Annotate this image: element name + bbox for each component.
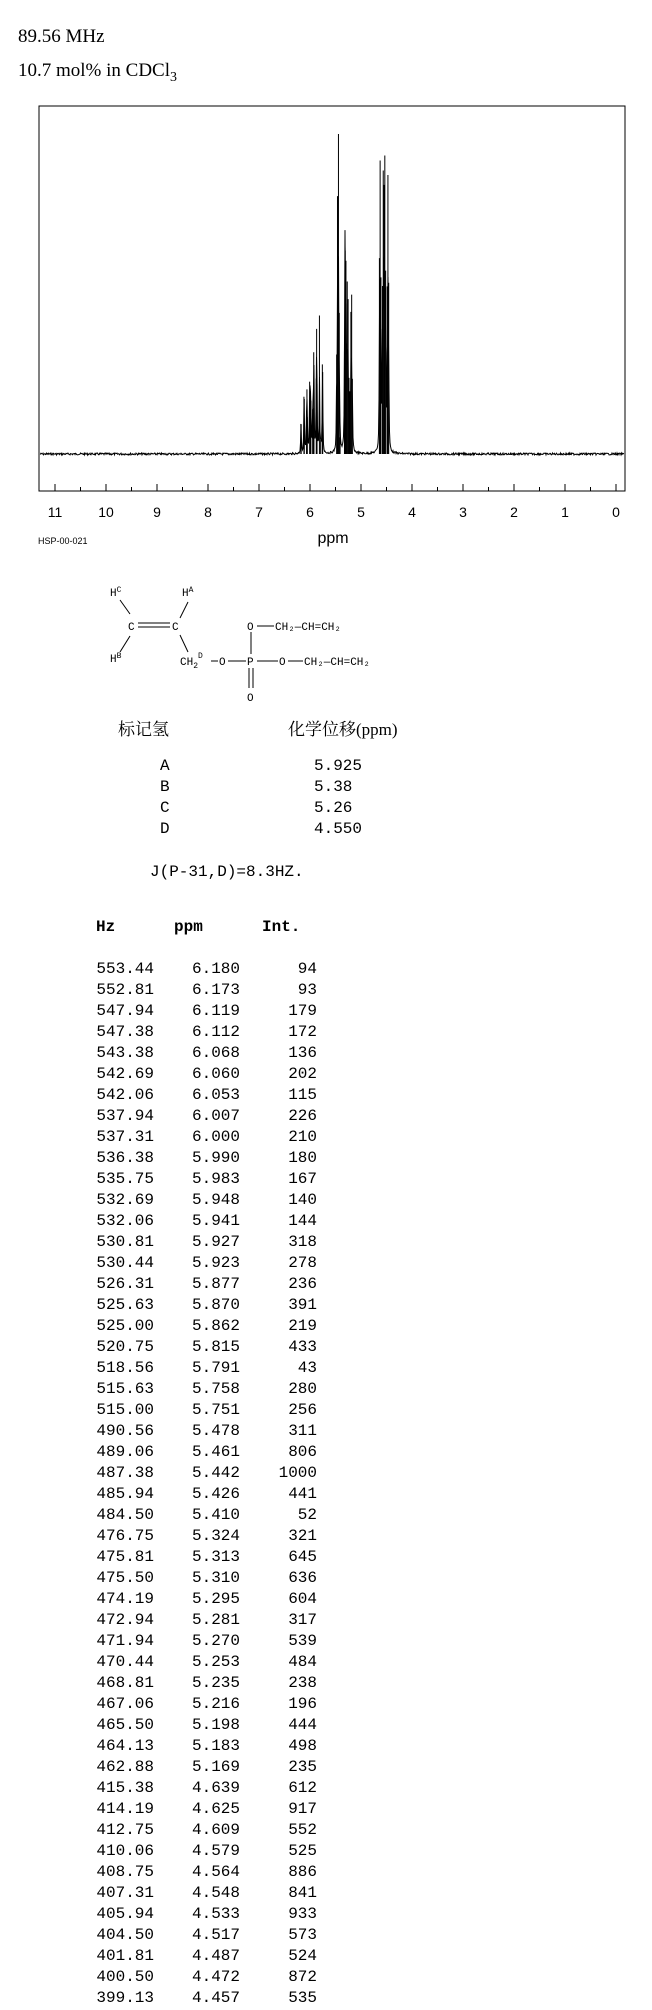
peak-ppm-cell: 6.000 — [191, 1128, 240, 1146]
peak-hz-cell: 537.31 — [96, 1128, 154, 1146]
peak-table-row — [0, 1884, 340, 1905]
peak-ppm-cell: 6.068 — [191, 1044, 240, 1062]
peak-ppm-cell: 4.639 — [191, 1779, 240, 1797]
peak-hz-cell: 410.06 — [96, 1842, 154, 1860]
peak-hz-cell: 547.94 — [96, 1002, 154, 1020]
spectrometer-frequency: 89.56 MHz — [18, 26, 105, 47]
peak-hz-cell: 471.94 — [96, 1632, 154, 1650]
peak-ppm-cell: 6.053 — [191, 1086, 240, 1104]
peak-table-row — [0, 1107, 340, 1128]
phosphorus-atom: P — [247, 657, 254, 669]
peak-ppm-cell: 5.461 — [191, 1443, 240, 1461]
oxygen-top: O — [247, 622, 254, 634]
x-axis-label: ppm — [317, 530, 349, 547]
peak-hz-cell: 530.81 — [96, 1233, 154, 1251]
peak-table-row — [0, 1254, 340, 1275]
peak-intensity-cell: 136 — [288, 1044, 317, 1062]
peak-hz-cell: 415.38 — [96, 1779, 154, 1797]
peak-intensity-cell: 226 — [288, 1107, 317, 1125]
peak-hz-cell: 553.44 — [96, 960, 154, 978]
peak-table-row — [0, 1506, 340, 1527]
peak-table-row — [0, 1989, 340, 2010]
peak-table-row — [0, 1737, 340, 1758]
peak-ppm-cell: 5.216 — [191, 1695, 240, 1713]
peak-ppm-cell: 5.183 — [191, 1737, 240, 1755]
peak-table-row — [0, 1023, 340, 1044]
peak-ppm-cell: 5.751 — [191, 1401, 240, 1419]
column-header-int: Int. — [262, 918, 301, 936]
x-tick-label: 7 — [255, 504, 263, 520]
peak-intensity-cell: 94 — [297, 960, 317, 978]
coupling-constant: J(P-31,D)=8.3HZ. — [150, 863, 304, 881]
spectrum-trace — [40, 230, 624, 455]
peak-hz-cell: 520.75 — [96, 1338, 154, 1356]
column-header-hz: Hz — [96, 918, 116, 936]
peak-intensity-cell: 539 — [288, 1632, 317, 1650]
peak-intensity-cell: 604 — [288, 1590, 317, 1608]
peak-intensity-cell: 917 — [288, 1800, 317, 1818]
peak-hz-cell: 515.00 — [96, 1401, 154, 1419]
peak-hz-cell: 489.06 — [96, 1443, 154, 1461]
x-tick-label: 6 — [306, 504, 314, 520]
peak-lines — [301, 134, 389, 454]
peak-intensity-cell: 886 — [288, 1863, 317, 1881]
peak-ppm-cell: 5.270 — [191, 1632, 240, 1650]
peak-ppm-cell: 4.517 — [191, 1926, 240, 1944]
carbon-2: C — [172, 622, 179, 634]
peak-table-row — [0, 1128, 340, 1149]
peak-intensity-cell: 180 — [288, 1149, 317, 1167]
peak-hz-cell: 525.63 — [96, 1296, 154, 1314]
peak-ppm-cell: 5.235 — [191, 1674, 240, 1692]
peak-ppm-cell: 4.472 — [191, 1968, 240, 1986]
peak-ppm-cell: 5.198 — [191, 1716, 240, 1734]
peak-ppm-cell: 5.927 — [191, 1233, 240, 1251]
peak-intensity-cell: 535 — [288, 1989, 317, 2007]
peak-hz-cell: 525.00 — [96, 1317, 154, 1335]
x-tick-label: 4 — [408, 504, 416, 520]
peak-hz-cell: 408.75 — [96, 1863, 154, 1881]
peak-table-row — [0, 1380, 340, 1401]
peak-ppm-cell: 5.313 — [191, 1548, 240, 1566]
ha-atom: $H^A$ — [182, 586, 194, 600]
peak-intensity-cell: 235 — [288, 1758, 317, 1776]
peak-table-row — [0, 1212, 340, 1233]
x-tick-label: 9 — [153, 504, 161, 520]
peak-ppm-cell: 5.815 — [191, 1338, 240, 1356]
peak-intensity-cell: 433 — [288, 1338, 317, 1356]
oxygen-link: O — [219, 657, 226, 669]
peak-ppm-cell: 5.983 — [191, 1170, 240, 1188]
peak-hz-cell: 475.81 — [96, 1548, 154, 1566]
peak-intensity-cell: 441 — [288, 1485, 317, 1503]
bond — [180, 602, 188, 618]
peak-ppm-cell: 5.478 — [191, 1422, 240, 1440]
peak-hz-cell: 474.19 — [96, 1590, 154, 1608]
peak-intensity-cell: 872 — [288, 1968, 317, 1986]
peak-intensity-cell: 645 — [288, 1548, 317, 1566]
peak-table-row — [0, 1338, 340, 1359]
peak-ppm-cell: 5.324 — [191, 1527, 240, 1545]
peak-intensity-cell: 525 — [288, 1842, 317, 1860]
peak-table-row — [0, 1065, 340, 1086]
peak-table-row — [0, 1002, 340, 1023]
peak-ppm-cell: 4.609 — [191, 1821, 240, 1839]
peak-hz-cell: 465.50 — [96, 1716, 154, 1734]
peak-hz-cell: 532.06 — [96, 1212, 154, 1230]
x-tick-label: 2 — [510, 504, 518, 520]
peak-intensity-cell: 140 — [288, 1191, 317, 1209]
sample-conditions-text: 10.7 mol% in CDCl — [18, 60, 171, 81]
peak-hz-cell: 399.13 — [96, 1989, 154, 2007]
oxygen-bottom: O — [247, 693, 254, 705]
peak-table-row — [0, 1359, 340, 1380]
peak-table-row — [0, 1086, 340, 1107]
peak-intensity-cell: 115 — [288, 1086, 317, 1104]
peak-ppm-cell: 4.548 — [191, 1884, 240, 1902]
column-header-ppm: ppm — [174, 918, 203, 936]
peak-intensity-cell: 933 — [288, 1905, 317, 1923]
peak-ppm-cell: 5.169 — [191, 1758, 240, 1776]
peak-table-row — [0, 1422, 340, 1443]
peak-intensity-cell: 552 — [288, 1821, 317, 1839]
peak-ppm-cell: 5.281 — [191, 1611, 240, 1629]
peak-ppm-cell: 5.426 — [191, 1485, 240, 1503]
peak-hz-cell: 542.06 — [96, 1086, 154, 1104]
peak-ppm-cell: 5.948 — [191, 1191, 240, 1209]
peak-hz-cell: 472.94 — [96, 1611, 154, 1629]
peak-table-row — [0, 1590, 340, 1611]
peak-table-row — [0, 1485, 340, 1506]
peak-intensity-cell: 210 — [288, 1128, 317, 1146]
peak-hz-cell: 543.38 — [96, 1044, 154, 1062]
peak-ppm-cell: 6.173 — [191, 981, 240, 999]
peak-hz-cell: 518.56 — [96, 1359, 154, 1377]
peak-hz-cell: 405.94 — [96, 1905, 154, 1923]
peak-table-row — [0, 1464, 340, 1485]
peak-table-row — [0, 1632, 340, 1653]
peak-intensity-cell: 612 — [288, 1779, 317, 1797]
peak-hz-cell: 470.44 — [96, 1653, 154, 1671]
peak-table-row — [0, 1926, 340, 1947]
peak-hz-cell: 476.75 — [96, 1527, 154, 1545]
oxygen-right: O — [279, 657, 286, 669]
peak-table-row — [0, 1821, 340, 1842]
peak-table-row — [0, 1527, 340, 1548]
peak-table-row — [0, 1695, 340, 1716]
sample-subscript: 3 — [170, 70, 178, 85]
peak-ppm-cell: 5.442 — [191, 1464, 240, 1482]
peak-hz-cell: 537.94 — [96, 1107, 154, 1125]
spectrum-code: HSP-00-021 — [38, 536, 88, 546]
peak-ppm-cell: 5.758 — [191, 1380, 240, 1398]
peak-ppm-cell: 5.990 — [191, 1149, 240, 1167]
x-tick-label: 11 — [47, 504, 63, 520]
peak-hz-cell: 526.31 — [96, 1275, 154, 1293]
peak-ppm-cell: 6.119 — [191, 1002, 240, 1020]
peak-ppm-cell: 4.533 — [191, 1905, 240, 1923]
peak-table-row — [0, 1149, 340, 1170]
peak-hz-cell: 552.81 — [96, 981, 154, 999]
peak-table-row — [0, 1758, 340, 1779]
peak-intensity-cell: 806 — [288, 1443, 317, 1461]
peak-intensity-cell: 573 — [288, 1926, 317, 1944]
peak-table-row — [0, 960, 340, 981]
peak-hz-cell: 400.50 — [96, 1968, 154, 1986]
x-tick-label: 3 — [459, 504, 467, 520]
peak-ppm-cell: 6.007 — [191, 1107, 240, 1125]
peak-ppm-cell: 5.791 — [191, 1359, 240, 1377]
assignment-shift: 4.550 — [314, 820, 363, 838]
peak-hz-cell: 484.50 — [96, 1506, 154, 1524]
x-tick-label: 5 — [357, 504, 365, 520]
carbon-1: C — [128, 622, 135, 634]
peak-intensity-cell: 202 — [288, 1065, 317, 1083]
peak-hz-cell: 542.69 — [96, 1065, 154, 1083]
peak-ppm-cell: 4.579 — [191, 1842, 240, 1860]
peak-table-row — [0, 1800, 340, 1821]
peak-hz-cell: 536.38 — [96, 1149, 154, 1167]
peak-hz-cell: 535.75 — [96, 1170, 154, 1188]
peak-table-row — [0, 1611, 340, 1632]
peak-hz-cell: 532.69 — [96, 1191, 154, 1209]
peak-ppm-cell: 6.180 — [191, 960, 240, 978]
assignment-label: B — [160, 778, 170, 796]
allyl-branch-right: CH₂—CH=CH₂ — [304, 657, 371, 669]
peak-ppm-cell: 5.870 — [191, 1296, 240, 1314]
peak-ppm-cell: 5.941 — [191, 1212, 240, 1230]
assignment-shift: 5.26 — [314, 799, 353, 817]
peak-table-row — [0, 1653, 340, 1674]
peak-table-row — [0, 1170, 340, 1191]
peak-hz-cell: 468.81 — [96, 1674, 154, 1692]
peak-intensity-cell: 321 — [288, 1527, 317, 1545]
peak-ppm-cell: 5.310 — [191, 1569, 240, 1587]
molecule-structure — [100, 580, 440, 705]
x-axis-tick-labels — [48, 504, 620, 520]
peak-hz-cell: 515.63 — [96, 1380, 154, 1398]
peak-hz-cell: 547.38 — [96, 1023, 154, 1041]
allyl-branch-top: CH₂—CH=CH₂ — [275, 622, 342, 634]
peak-hz-cell: 467.06 — [96, 1695, 154, 1713]
peak-intensity-cell: 172 — [288, 1023, 317, 1041]
peak-intensity-cell: 444 — [288, 1716, 317, 1734]
x-tick-label: 10 — [98, 504, 114, 520]
peak-ppm-cell: 5.295 — [191, 1590, 240, 1608]
assignment-header-shift: 化学位移(ppm) — [288, 720, 398, 739]
peak-intensity-cell: 391 — [288, 1296, 317, 1314]
peak-ppm-cell: 5.410 — [191, 1506, 240, 1524]
assignment-shift: 5.38 — [314, 778, 353, 796]
peak-intensity-cell: 318 — [288, 1233, 317, 1251]
x-axis-ticks — [55, 484, 616, 491]
peak-ppm-cell: 4.625 — [191, 1800, 240, 1818]
peak-ppm-cell: 6.060 — [191, 1065, 240, 1083]
assignment-shift: 5.925 — [314, 757, 363, 775]
peak-ppm-cell: 4.564 — [191, 1863, 240, 1881]
peak-table-row — [0, 1905, 340, 1926]
peak-intensity-cell: 219 — [288, 1317, 317, 1335]
peak-table-row — [0, 1317, 340, 1338]
assignment-label: A — [160, 757, 170, 775]
peak-intensity-cell: 238 — [288, 1674, 317, 1692]
peak-intensity-cell: 236 — [288, 1275, 317, 1293]
peak-hz-cell: 530.44 — [96, 1254, 154, 1272]
x-tick-label: 0 — [612, 504, 620, 520]
peak-intensity-cell: 1000 — [278, 1464, 317, 1482]
peak-ppm-cell: 4.487 — [191, 1947, 240, 1965]
peak-intensity-cell: 167 — [288, 1170, 317, 1188]
peak-intensity-cell: 278 — [288, 1254, 317, 1272]
peak-intensity-cell: 256 — [288, 1401, 317, 1419]
peak-table-row — [0, 1779, 340, 1800]
peak-hz-cell: 407.31 — [96, 1884, 154, 1902]
peak-intensity-cell: 280 — [288, 1380, 317, 1398]
peak-table-row — [0, 1233, 340, 1254]
peak-intensity-cell: 636 — [288, 1569, 317, 1587]
peak-ppm-cell: 4.457 — [191, 1989, 240, 2007]
peak-intensity-cell: 43 — [297, 1359, 317, 1377]
peak-intensity-cell: 196 — [288, 1695, 317, 1713]
hc-atom: $H^C$ — [110, 586, 122, 600]
peak-table-row — [0, 1443, 340, 1464]
peak-table-row — [0, 1548, 340, 1569]
peak-table-row — [0, 1569, 340, 1590]
peak-intensity-cell: 144 — [288, 1212, 317, 1230]
peak-ppm-cell: 5.862 — [191, 1317, 240, 1335]
bond — [120, 600, 130, 614]
peak-table-row — [0, 1947, 340, 1968]
peak-intensity-cell: 498 — [288, 1737, 317, 1755]
peak-hz-cell: 490.56 — [96, 1422, 154, 1440]
peak-ppm-cell: 6.112 — [191, 1023, 240, 1041]
peak-hz-cell: 412.75 — [96, 1821, 154, 1839]
peak-hz-cell: 464.13 — [96, 1737, 154, 1755]
x-tick-label: 8 — [204, 504, 212, 520]
bond — [180, 635, 188, 652]
peak-intensity-cell: 317 — [288, 1611, 317, 1629]
peak-intensity-cell: 841 — [288, 1884, 317, 1902]
peak-table-row — [0, 1968, 340, 1989]
assignment-label: C — [160, 799, 170, 817]
peak-table-row — [0, 1275, 340, 1296]
peak-intensity-cell: 311 — [288, 1422, 317, 1440]
peak-hz-cell: 404.50 — [96, 1926, 154, 1944]
peak-table-row — [0, 1296, 340, 1317]
peak-intensity-cell: 52 — [297, 1506, 317, 1524]
peak-table-row — [0, 1674, 340, 1695]
peak-table-row — [0, 1044, 340, 1065]
x-tick-label: 1 — [561, 504, 569, 520]
peak-hz-cell: 485.94 — [96, 1485, 154, 1503]
assignment-header-label: 标记氢 — [118, 720, 169, 739]
peak-ppm-cell: 5.923 — [191, 1254, 240, 1272]
peak-intensity-cell: 484 — [288, 1653, 317, 1671]
peak-ppm-cell: 5.877 — [191, 1275, 240, 1293]
peak-table-row — [0, 1401, 340, 1422]
hb-atom: $H^B$ — [110, 652, 122, 666]
peak-table-row — [0, 1191, 340, 1212]
plot-frame — [39, 106, 625, 491]
assignment-label: D — [160, 820, 170, 838]
bond — [120, 636, 130, 652]
nmr-spectrum-chart — [0, 0, 652, 560]
ch2-d-group: $CH_2^D$ — [180, 652, 203, 671]
peak-hz-cell: 414.19 — [96, 1800, 154, 1818]
peak-hz-cell: 475.50 — [96, 1569, 154, 1587]
peak-table-row — [0, 1842, 340, 1863]
peak-hz-cell: 401.81 — [96, 1947, 154, 1965]
peak-table-row — [0, 1716, 340, 1737]
peak-intensity-cell: 93 — [297, 981, 317, 999]
peak-hz-cell: 487.38 — [96, 1464, 154, 1482]
peak-hz-cell: 462.88 — [96, 1758, 154, 1776]
peak-table-row — [0, 1863, 340, 1884]
peak-intensity-cell: 524 — [288, 1947, 317, 1965]
peak-ppm-cell: 5.253 — [191, 1653, 240, 1671]
peak-intensity-cell: 179 — [288, 1002, 317, 1020]
peak-table-row — [0, 981, 340, 1002]
